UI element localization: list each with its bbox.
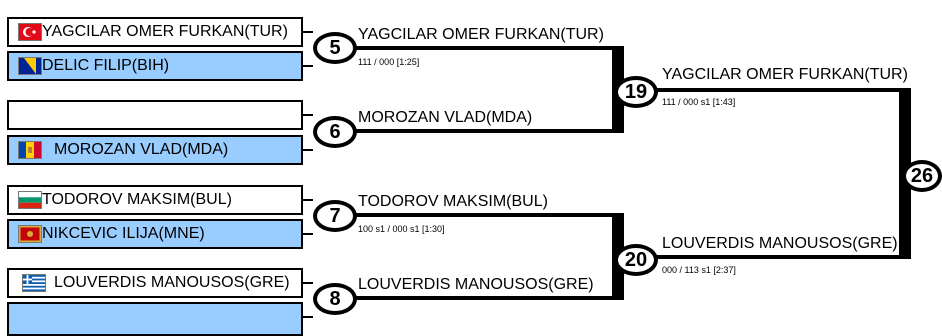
bracket-line (303, 114, 313, 116)
bout-number-badge: 26 (902, 160, 942, 192)
bout-number-badge: 5 (313, 32, 357, 64)
bout-number-badge: 8 (313, 283, 357, 315)
athlete-name: TODOROV MAKSIM(BUL) (42, 191, 232, 208)
winner-line (656, 255, 906, 259)
montenegro-flag-icon (18, 225, 42, 243)
bracket-line (303, 65, 313, 67)
bracket-line (303, 199, 313, 201)
bout-number-badge: 20 (614, 244, 658, 276)
bracket-line (303, 316, 313, 318)
bout-winner-name: TODOROV MAKSIM(BUL) (358, 193, 548, 210)
bout-winner-name: YAGCILAR OMER FURKAN(TUR) (358, 26, 604, 43)
bracket-line (303, 31, 313, 33)
bosnia-flag-icon (18, 57, 42, 75)
greece-flag-icon (22, 274, 46, 292)
bout-winner-name: MOROZAN VLAD(MDA) (358, 109, 533, 126)
athlete-name: YAGCILAR OMER FURKAN(TUR) (42, 23, 288, 40)
athlete-box-white (7, 100, 303, 130)
moldova-flag-icon (18, 141, 42, 159)
athlete-name: DELIC FILIP(BIH) (42, 57, 170, 74)
winner-line (352, 296, 614, 300)
bout-score: 000 / 113 s1 [2:37] (662, 265, 736, 275)
bout-score: 111 / 000 s1 [1:43] (662, 97, 736, 107)
bout-winner-name: LOUVERDIS MANOUSOS(GRE) (358, 276, 594, 293)
winner-line (352, 213, 614, 217)
bout-winner-name: LOUVERDIS MANOUSOS(GRE) (662, 235, 898, 252)
bout-score: 100 s1 / 000 s1 [1:30] (358, 224, 445, 234)
bulgaria-flag-icon (18, 191, 42, 209)
winner-line (656, 88, 906, 92)
winner-line (352, 46, 614, 50)
athlete-box-blue (7, 302, 303, 336)
athlete-name: NIKCEVIC ILIJA(MNE) (42, 225, 205, 242)
bracket-line (303, 149, 313, 151)
bout-number-badge: 19 (614, 76, 658, 108)
bracket-line (303, 282, 313, 284)
winner-line (352, 129, 614, 133)
bracket-line (303, 233, 313, 235)
athlete-name: MOROZAN VLAD(MDA) (54, 141, 229, 158)
bout-number-badge: 6 (313, 116, 357, 148)
athlete-name: LOUVERDIS MANOUSOS(GRE) (54, 274, 290, 291)
bout-score: 111 / 000 [1:25] (358, 57, 420, 67)
bout-winner-name: YAGCILAR OMER FURKAN(TUR) (662, 66, 908, 83)
bout-number-badge: 7 (313, 200, 357, 232)
turkey-flag-icon (18, 23, 42, 41)
